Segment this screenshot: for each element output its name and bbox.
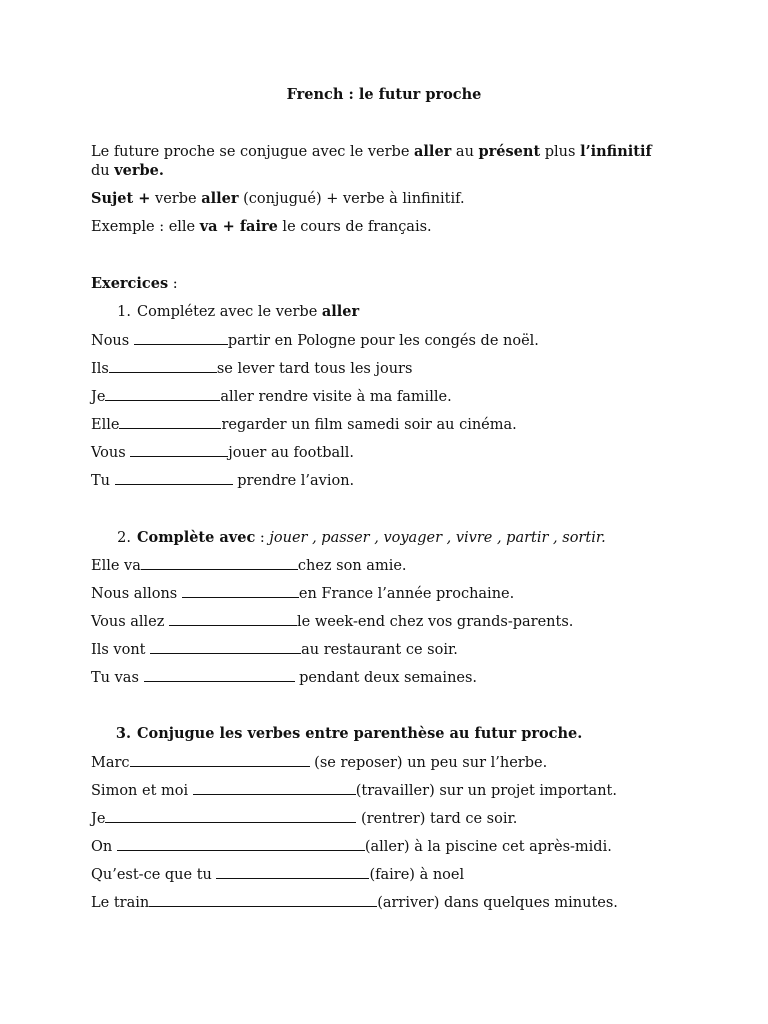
answer-blank[interactable] xyxy=(105,387,220,401)
rule-text: verbe xyxy=(150,191,202,207)
intro-bold: présent xyxy=(478,143,541,160)
intro-text: au xyxy=(451,144,479,160)
item-prefix: Tu vas xyxy=(91,670,144,686)
ex3-item xyxy=(91,865,464,884)
item-prefix: Le train xyxy=(91,895,150,911)
item-suffix: prendre l’avion. xyxy=(232,473,355,489)
item-suffix: regarder un film samedi soir au cinéma. xyxy=(221,417,517,433)
answer-blank[interactable] xyxy=(150,640,301,654)
ex1-number: 1. xyxy=(117,304,131,320)
answer-blank[interactable] xyxy=(134,331,228,345)
item-suffix: (arriver) dans quelques minutes. xyxy=(377,895,618,911)
item-suffix: (rentrer) tard ce soir. xyxy=(356,811,518,827)
item-prefix: Qu’est-ce que tu xyxy=(91,867,217,883)
item-prefix: Marc xyxy=(91,755,130,771)
ex2-heading-bold: Complète avec xyxy=(137,529,256,546)
ex2-heading-colon: : xyxy=(255,530,270,546)
intro-text: Le future proche se conjugue avec le verbe xyxy=(91,144,415,160)
item-suffix: en France l’année prochaine. xyxy=(298,586,515,602)
ex3-item xyxy=(91,781,617,800)
answer-blank[interactable] xyxy=(169,612,297,626)
intro-text: plus xyxy=(540,144,581,160)
ex1-heading-text: Complétez avec le verbe xyxy=(137,304,322,320)
item-prefix: Je xyxy=(91,811,106,827)
item-suffix: le week-end chez vos grands-parents. xyxy=(297,614,574,630)
ex2-item xyxy=(91,584,514,603)
ex3-heading xyxy=(111,725,582,743)
ex2-item xyxy=(91,612,573,631)
answer-blank[interactable] xyxy=(109,359,217,373)
answer-blank[interactable] xyxy=(141,556,298,570)
rule-text: (conjugué) + verbe à linfinitif. xyxy=(238,191,465,207)
item-prefix: Ils xyxy=(91,361,109,377)
ex3-item xyxy=(91,893,618,912)
intro-bold: verbe. xyxy=(114,162,164,179)
rule-bold: aller xyxy=(201,190,239,207)
item-prefix: Nous xyxy=(91,333,134,349)
ex2-heading xyxy=(111,529,606,547)
answer-blank[interactable] xyxy=(182,584,299,598)
ex2-item xyxy=(91,556,407,575)
ex1-item xyxy=(91,443,354,462)
ex1-item xyxy=(91,331,539,350)
item-suffix: se lever tard tous les jours xyxy=(216,361,413,377)
ex3-heading-text: Conjugue les verbes entre parenthèse au futur proche. xyxy=(137,725,583,742)
answer-blank[interactable] xyxy=(130,443,228,457)
exercices-colon: : xyxy=(168,276,178,292)
item-prefix: Vous allez xyxy=(91,614,170,630)
ex1-item xyxy=(91,359,412,378)
answer-blank[interactable] xyxy=(105,809,356,823)
item-prefix: Je xyxy=(91,389,106,405)
item-suffix: (travailler) sur un projet important. xyxy=(355,783,617,799)
intro-bold: l’infinitif xyxy=(580,143,652,160)
item-prefix: Simon et moi xyxy=(91,783,193,799)
ex2-verb-list: jouer , passer , voyager , vivre , partir , sortir. xyxy=(269,530,606,546)
item-suffix: (se reposer) un peu sur l’herbe. xyxy=(309,755,548,771)
ex1-heading xyxy=(111,303,359,321)
ex3-number: 3. xyxy=(115,725,131,742)
ex1-heading-bold: aller xyxy=(321,303,360,320)
intro-line-2 xyxy=(91,162,164,180)
answer-blank[interactable] xyxy=(115,471,233,485)
item-suffix: chez son amie. xyxy=(297,558,407,574)
answer-blank[interactable] xyxy=(119,415,221,429)
answer-blank[interactable] xyxy=(144,668,295,682)
ex3-item xyxy=(91,809,517,828)
page-title: French : le futur proche xyxy=(286,86,482,103)
exercices-label: Exercices xyxy=(91,275,169,292)
ex2-number: 2. xyxy=(117,530,131,546)
rule-line xyxy=(91,190,465,208)
item-prefix: Tu xyxy=(91,473,115,489)
ex1-item xyxy=(91,415,517,434)
answer-blank[interactable] xyxy=(216,865,369,879)
ex2-item xyxy=(91,640,458,659)
intro-bold: aller xyxy=(414,143,452,160)
item-prefix: Elle xyxy=(91,417,120,433)
item-prefix: On xyxy=(91,839,117,855)
ex1-item xyxy=(91,387,452,406)
answer-blank[interactable] xyxy=(130,753,310,767)
answer-blank[interactable] xyxy=(149,893,377,907)
ex2-item xyxy=(91,668,477,687)
intro-text: du xyxy=(91,163,115,179)
item-prefix: Elle va xyxy=(91,558,141,574)
item-prefix: Ils vont xyxy=(91,642,151,658)
intro-line-1 xyxy=(91,143,652,161)
rule-bold: Sujet + xyxy=(91,190,151,207)
item-suffix: jouer au football. xyxy=(228,445,355,461)
example-bold: va + faire xyxy=(199,218,278,235)
item-suffix: au restaurant ce soir. xyxy=(301,642,458,658)
item-suffix: aller rendre visite à ma famille. xyxy=(220,389,452,405)
example-line xyxy=(91,218,432,236)
ex3-item xyxy=(91,837,612,856)
example-text: le cours de français. xyxy=(277,219,432,235)
exercices-heading xyxy=(91,275,178,293)
item-suffix: partir en Pologne pour les congés de noël. xyxy=(227,333,539,349)
ex3-item xyxy=(91,753,547,772)
item-prefix: Nous allons xyxy=(91,586,182,602)
item-suffix: (faire) à noel xyxy=(369,867,465,883)
item-prefix: Vous xyxy=(91,445,131,461)
item-suffix: pendant deux semaines. xyxy=(294,670,478,686)
answer-blank[interactable] xyxy=(117,837,365,851)
example-text: Exemple : elle xyxy=(91,219,200,235)
ex1-item xyxy=(91,471,354,490)
item-suffix: (aller) à la piscine cet après-midi. xyxy=(364,839,612,855)
answer-blank[interactable] xyxy=(193,781,356,795)
